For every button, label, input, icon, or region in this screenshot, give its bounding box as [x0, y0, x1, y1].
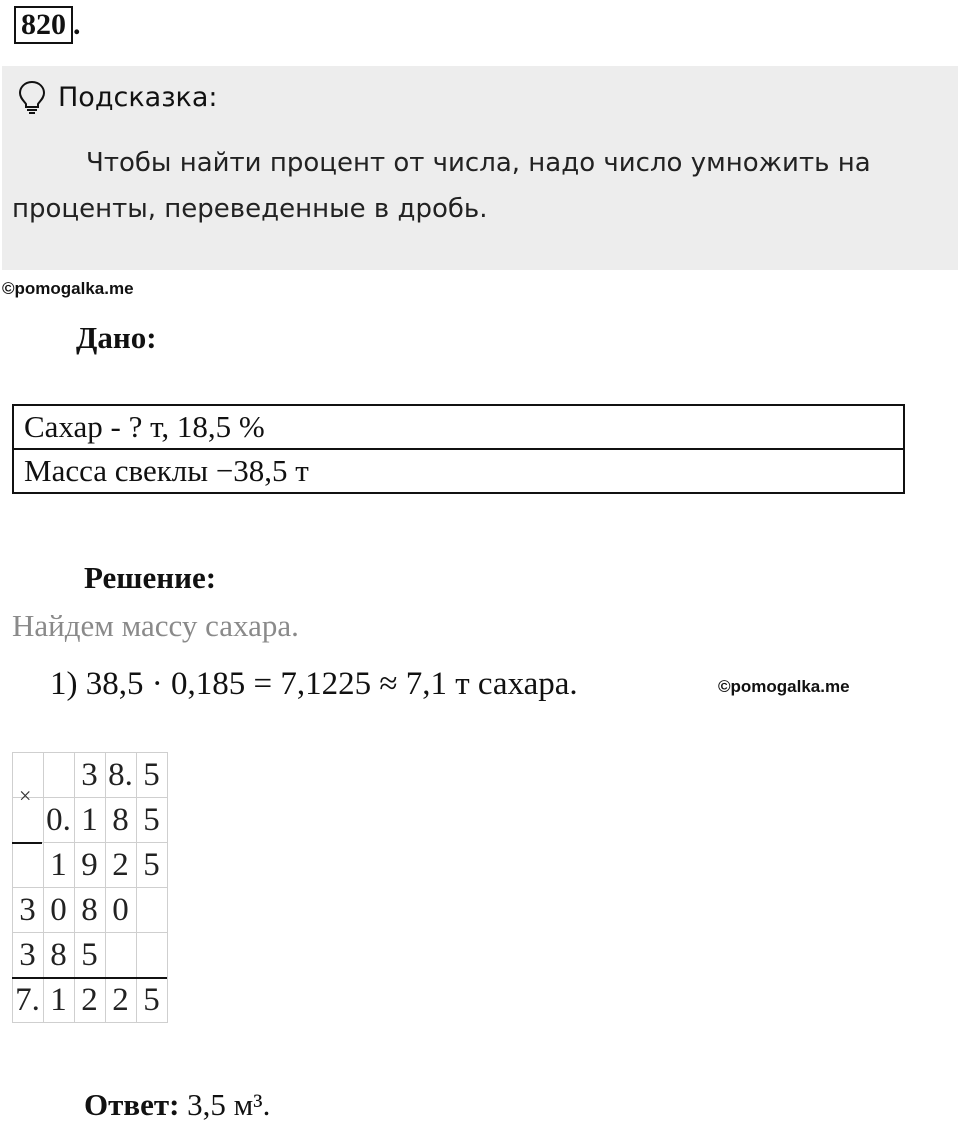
grid-cell: 1 — [43, 842, 75, 888]
grid-cell — [43, 752, 75, 798]
grid-cell: 7. — [12, 977, 44, 1023]
sum-underline — [12, 977, 167, 979]
given-row-sugar: Сахар - ? т, 18,5 % — [13, 405, 904, 449]
column-multiplication-grid — [12, 752, 167, 1022]
hint-box — [2, 66, 958, 270]
answer-label: Ответ: — [84, 1087, 180, 1122]
solution-heading: Решение: — [84, 560, 217, 595]
table-row — [13, 405, 904, 449]
grid-cell: 0 — [43, 887, 75, 933]
grid-cell: 2 — [74, 977, 106, 1023]
grid-cell: 8. — [105, 752, 137, 798]
grid-cell: 8 — [74, 887, 106, 933]
given-row-beet-mass: Масса свеклы −38,5 т — [13, 449, 904, 493]
grid-cell: 0 — [105, 887, 137, 933]
grid-cell: 5 — [136, 752, 168, 798]
grid-cell — [136, 887, 168, 933]
problem-number-dot: . — [73, 8, 81, 41]
hint-title — [18, 80, 218, 114]
grid-cell: 3 — [12, 887, 44, 933]
grid-cell: 1 — [74, 797, 106, 843]
given-heading: Дано: — [76, 320, 157, 355]
watermark: ©pomogalka.me — [2, 279, 134, 298]
watermark: ©pomogalka.me — [718, 677, 850, 696]
hint-text: Чтобы найти процент от числа, надо число умножить на проценты, переведенные в дробь. — [12, 148, 871, 224]
grid-cell: 5 — [136, 842, 168, 888]
answer — [84, 1087, 270, 1123]
multiplier-underline — [12, 842, 42, 844]
grid-cell: 0. — [43, 797, 75, 843]
grid-cell: 2 — [105, 842, 137, 888]
grid-cell: 5 — [136, 797, 168, 843]
grid-cell: 5 — [136, 977, 168, 1023]
grid-cell: 9 — [74, 842, 106, 888]
grid-cell — [136, 932, 168, 978]
hint-title-text: Подсказка: — [58, 81, 218, 113]
step-1-formula: 1) 38,5 · 0,185 = 7,1225 ≈ 7,1 т сахара. — [50, 666, 578, 702]
grid-cell: 5 — [74, 932, 106, 978]
grid-cell: 1 — [43, 977, 75, 1023]
problem-number — [14, 6, 81, 44]
grid-cell — [12, 842, 44, 888]
lightbulb-icon — [18, 80, 46, 114]
grid-cell — [105, 932, 137, 978]
step-description: Найдем массу сахара. — [12, 608, 299, 643]
grid-cell: 3 — [12, 932, 44, 978]
problem-number-box: 820 — [14, 6, 73, 44]
grid-cell: 2 — [105, 977, 137, 1023]
multiply-sign: × — [19, 783, 32, 808]
grid-cell: 8 — [43, 932, 75, 978]
answer-value: 3,5 м³. — [187, 1087, 271, 1122]
given-table — [12, 404, 905, 494]
grid-cell: 8 — [105, 797, 137, 843]
grid-cell: 3 — [74, 752, 106, 798]
table-row — [13, 449, 904, 493]
